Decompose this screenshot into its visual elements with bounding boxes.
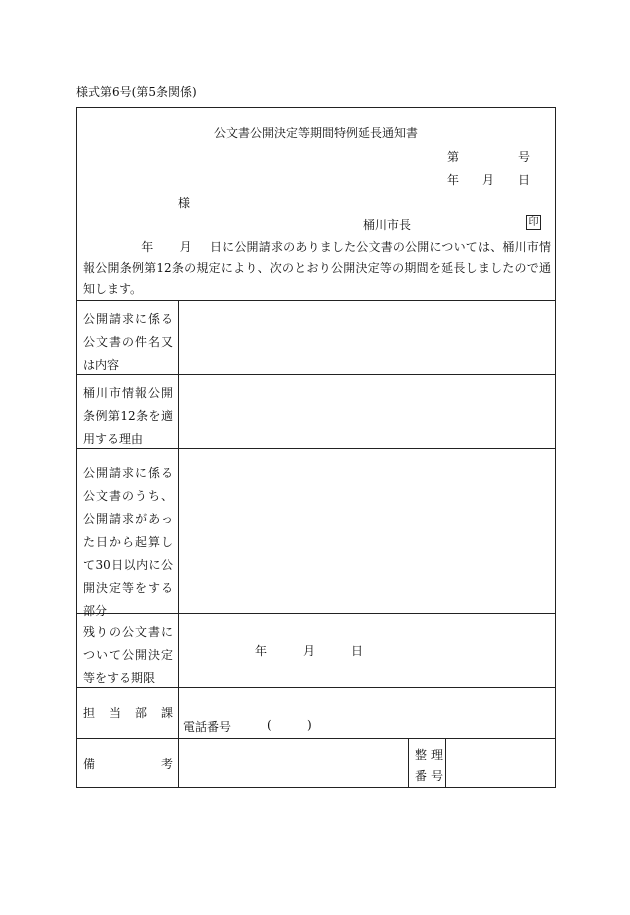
deadline-month: 月: [303, 644, 316, 658]
dept-label: [83, 704, 188, 721]
date-month: 月: [482, 173, 495, 187]
form-number: 様式第6号(第5条関係): [76, 85, 197, 99]
date-year: 年: [447, 173, 460, 187]
number-go: 号: [518, 150, 531, 164]
dept-label-text: 担当部課: [83, 706, 188, 720]
document-title: 公文書公開決定等期間特例延長通知書: [213, 126, 418, 140]
ref-label-line1: 整理: [415, 748, 448, 762]
date-day: 日: [518, 173, 531, 187]
notice-form: [76, 107, 556, 788]
row-divider: [77, 738, 555, 739]
notice-body: [83, 237, 551, 300]
body-text: 日に公開請求のありました公文書の公開については、桶川市情報公開条例第12条の規定により、次のとおり公開決定等の期間を延長しましたので通知します。: [83, 240, 551, 296]
subject-label: 公開請求に係る公文書の件名又は内容: [83, 312, 173, 372]
ref-label-line2: 番号: [415, 769, 448, 783]
ref-column-divider: [408, 738, 409, 788]
recipient-sama: 様: [178, 196, 191, 210]
issuer-name: 桶川市長: [363, 218, 412, 232]
deadline-label: 残りの公文書について公開決定等をする期限: [83, 625, 173, 685]
remarks-label-text: 備考: [83, 757, 240, 771]
phone-paren-open: (: [267, 718, 272, 732]
portion-label: 公開請求に係る公文書のうち、公開請求があった日から起算して30日以内に公開決定等をする部分: [83, 466, 173, 618]
phone-label: 電話番号: [183, 720, 232, 734]
number-dai: 第: [447, 150, 460, 164]
deadline-year: 年: [255, 644, 268, 658]
deadline-day: 日: [351, 644, 364, 658]
phone-paren-close: ): [307, 718, 312, 732]
body-year: 年: [141, 240, 154, 254]
body-month: 月: [179, 240, 192, 254]
remarks-label: [83, 755, 240, 772]
reason-label: 桶川市情報公開条例第12条を適用する理由: [83, 386, 173, 446]
row-divider: [77, 300, 555, 301]
seal-mark: 印: [526, 215, 541, 230]
